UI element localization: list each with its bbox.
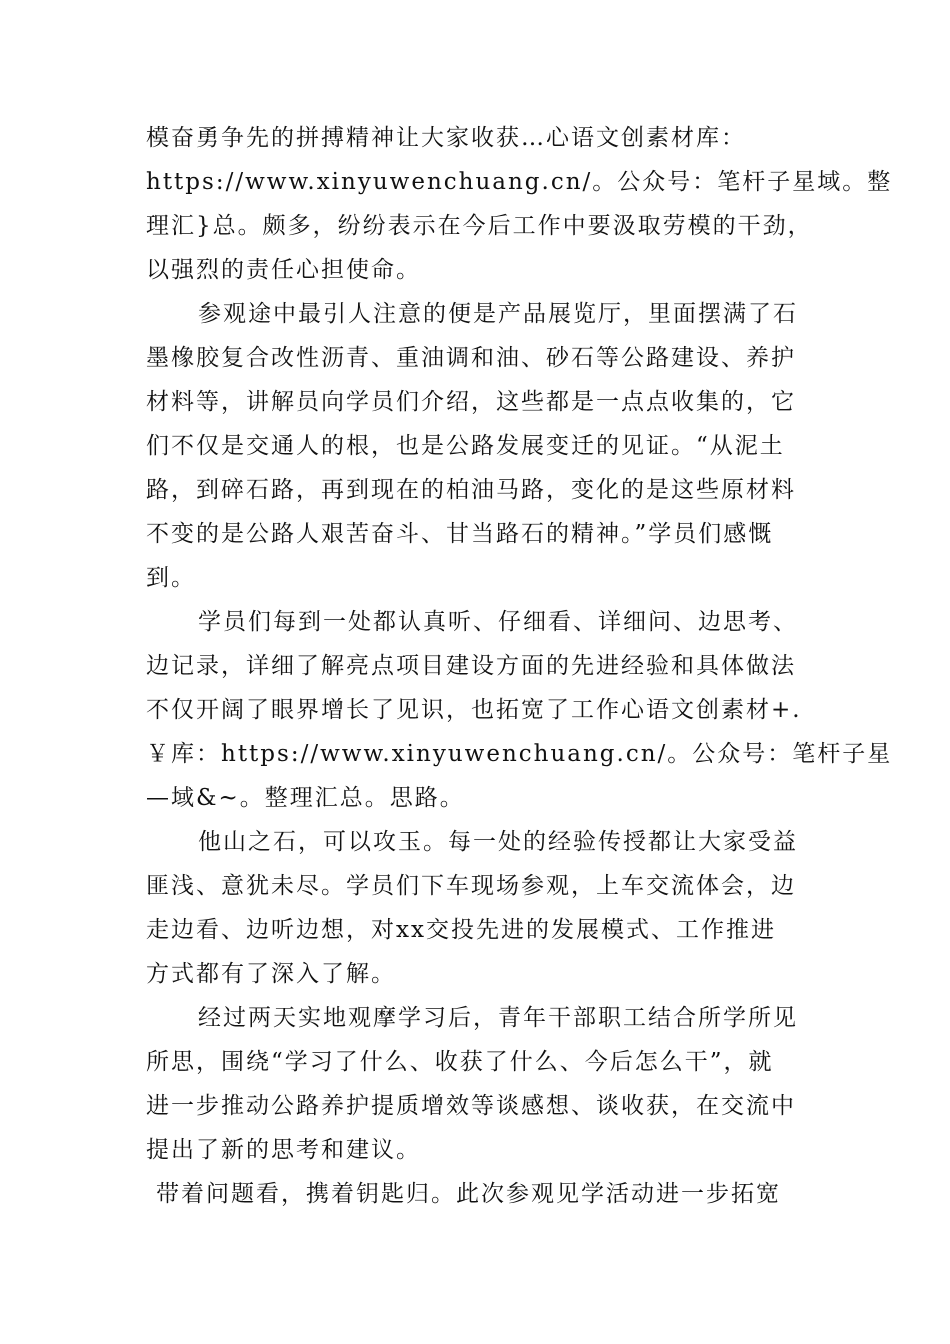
text-line: https://www.xinyuwenchuang.cn/。公众号：笔杆子星域。整 (146, 169, 893, 195)
text-line: 模奋勇争先的拼搏精神让大家收获…心语文创素材库： (146, 125, 746, 151)
text-line: 不仅开阔了眼界增长了见识，也拓宽了工作心语文创素材+. (146, 697, 802, 723)
text-line: 墨橡胶复合改性沥青、重油调和油、砂石等公路建设、养护 (146, 345, 796, 371)
text-line: 材料等，讲解员向学员们介绍，这些都是一点点收集的，它 (146, 389, 796, 415)
text-line: 路，到碎石路，再到现在的柏油马路，变化的是这些原材料 (146, 477, 796, 503)
text-line: 以强烈的责任心担使命。 (146, 257, 421, 283)
paragraph-first-line: 参观途中最引人注意的便是产品展览厅，里面摆满了石 (198, 301, 798, 327)
text-line: 理汇}总。颇多，纷纷表示在今后工作中要汲取劳模的干劲， (146, 213, 813, 239)
text-line: —域&~。整理汇总。思路。 (146, 785, 465, 811)
text-line: 提出了新的思考和建议。 (146, 1137, 421, 1163)
text-line: 们不仅是交通人的根，也是公路发展变迁的见证。“从泥土 (146, 433, 785, 459)
text-line: ￥库：https://www.xinyuwenchuang.cn/。公众号：笔杆子星 (146, 741, 893, 767)
text-line: 走边看、边听边想，对xx交投先进的发展模式、工作推进 (146, 917, 776, 943)
paragraph-first-line: 他山之石，可以攻玉。每一处的经验传授都让大家受益 (198, 829, 798, 855)
text-line: 边记录，详细了解亮点项目建设方面的先进经验和具体做法 (146, 653, 796, 679)
text-line: 匪浅、意犹未尽。学员们下车现场参观，上车交流体会，边 (146, 873, 796, 899)
text-line: 所思，围绕“学习了什么、收获了什么、今后怎么干”，就 (146, 1049, 774, 1075)
paragraph-first-line: 学员们每到一处都认真听、仔细看、详细问、边思考、 (198, 609, 798, 635)
text-line: 方式都有了深入了解。 (146, 961, 396, 987)
paragraph-first-line: 带着问题看，携着钥匙归。此次参观见学活动进一步拓宽 (156, 1181, 781, 1207)
text-line: 不变的是公路人艰苦奋斗、甘当路石的精神。”学员们感慨 (146, 521, 774, 547)
paragraph-first-line: 经过两天实地观摩学习后，青年干部职工结合所学所见 (198, 1005, 798, 1031)
text-line: 进一步推动公路养护提质增效等谈感想、谈收获，在交流中 (146, 1093, 796, 1119)
text-line: 到。 (146, 565, 196, 591)
body-text (146, 116, 893, 1216)
